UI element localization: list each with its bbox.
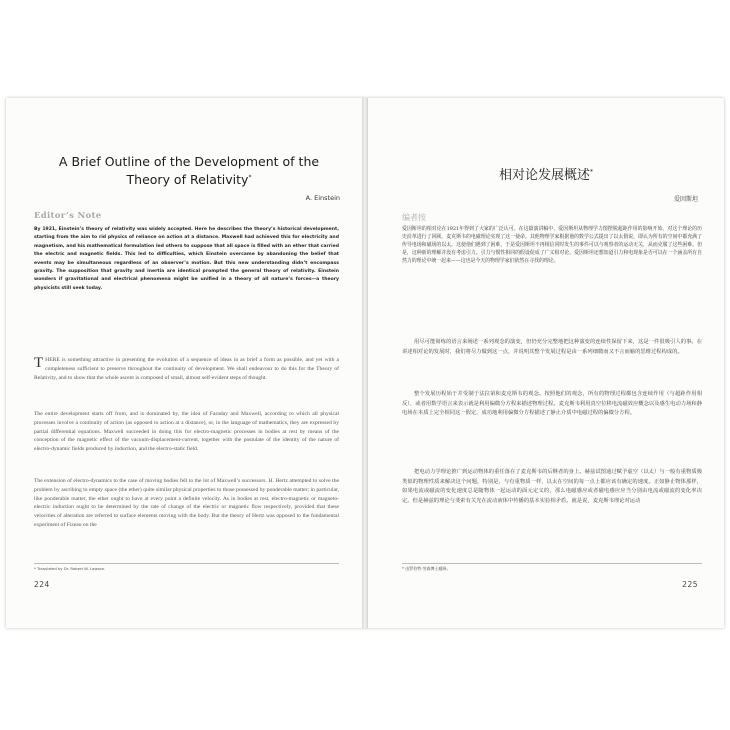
body-paragraph-1: THERE is something attractive in presenting the evolution of a sequence of ideas in as brief a form as possible, and yet with a completeness sufficient to preserve throughout the continuity of development. We shall endeavour to do this for the Theory of Relativity, and to show that the whole ascent is composed of small, almost self-evident steps of thought. bbox=[34, 355, 339, 381]
editor-note-heading: Editor’s Note bbox=[34, 211, 102, 221]
body-paragraph-zh-2: 整个发展历程始于并受制于法拉第和麦克斯韦的观念。按照他们的观念，所有的物理过程都包含连续作用（与超距作用相反），或者用数学语言来表示就是利用偏微分方程来描述物理过程。麦克斯韦利用真空位移电流磁效应概念以及感生电动力场和静电场在本质上完全相同这一假定，成功地利用偏微分方程描述了静止介质中电磁过程的偏微分方程。 bbox=[402, 391, 702, 417]
drop-cap: T bbox=[34, 355, 44, 371]
page-title: A Brief Outline of the Development of the Theory of Relativity* bbox=[58, 154, 320, 188]
left-page bbox=[6, 98, 362, 628]
page-number-zh: 225 bbox=[682, 580, 698, 589]
title-footnote-mark: * bbox=[248, 174, 252, 181]
editor-note-text-zh: 爱因斯坦的相对论在1921年得到了大家的广泛认可。在这篇演讲稿中，爱因斯坦从物理学力图摆脱超距作用的影响开始，对这个理论的历史沿革进行了回顾。麦克斯韦的电磁理论实现了这一使命。其他物理学家根据他的数学公式提出了以太假说，即认为所有的空间中都充满了传导电场和磁场的以太。这使他们遇到了困难，于是爱因斯坦不再相信同时发生的事件可以与观察者的运动无关，从而克服了这些困难。但是，这种新的理解并没有考虑引力。引力与惯性相同的假设促成了广义相对论。爱因斯坦还想知道引力和电现象是否可以在一个涵盖所有自然力的理论中统一起来——这也是今天的物理学家们依然在寻找的理论。 bbox=[402, 226, 702, 264]
author-name-zh: 爱因斯坦 bbox=[673, 196, 698, 203]
footnote-zh: * 由罗伯特·劳森博士翻译。 bbox=[402, 563, 702, 572]
title-footnote-mark-zh: * bbox=[590, 168, 593, 176]
editor-note-text: By 1921, Einstein’s theory of relativity was widely accepted. Here he describes the theory’s historical development, starting from the aim to rid physics of reliance on action at a distance. Maxwell had achieved this for electricity and magnetism, and his mathematical formulation led others to suppose that all space is filled with an ether that carried the electric and magnetic fields. This led to difficulties, which Einstein overcame by abandoning the belief that events may be simultaneous regardless of an observer’s motion. But this new understanding didn’t encompass gravity. The supposition that gravity and inertia are identical prompted the general theory of relativity. Einstein wonders if gravitational and electrical phenomena might be unified in a theory of all nature’s forces—a theory physicists still seek today. bbox=[34, 227, 339, 291]
body-paragraph-3: The extension of electro-dynamics to the case of moving bodies fell to the lot of Maxwell’s successors. H. Hertz attempted to solve the problem by ascribing to empty space (the ether) quite similar physical properties to those possessed by ponderable matter; in particular, like ponderable matter, the ether ought to have at every point a definite velocity. As in bodies at rest, electro-magnetic or magneto-electric induction ought to be determined by the rate of change of the electric or magnetic flow respectively, provided that these velocities of alteration are referred to surface elements moving with the body. But the theory of Hertz was opposed to the fundamental experiment of Fizeau on the bbox=[34, 478, 339, 528]
open-book bbox=[6, 98, 724, 628]
page-number: 224 bbox=[34, 580, 50, 589]
author-name: A. Einstein bbox=[305, 194, 340, 202]
right-page bbox=[368, 98, 724, 628]
editor-note-heading-zh: 编者按 bbox=[402, 213, 426, 222]
body-paragraph-zh-3: 把电动力学理论推广到运动物体的重任落在了麦克斯韦的后继者的身上。赫兹试图通过赋予虚空（以太）与一般有重物质极类似的物理性质来解决这个问题，特别是，与有重物质一样，以太在空间的每一点上都应该有确定的速度。正如静止物体那样，如果电流或磁流的变化速度总是随物体一起运动的面元定义的，那么电磁感应或者磁电感应应当分别由电流或磁流的变化率决定。但是赫兹的理论与斐索有关光在流动液体中传播的基本实验相矛盾。就是说，麦克斯韦理论对运动 bbox=[402, 469, 702, 504]
body-paragraph-zh-1: 用尽可能简练的语言来阐述一系列观念的演变，但仍充分完整地把这种演变的连续性保留下来，这是一件很吸引人的事。在讲述相对论的发展时，我们将尽力做到这一点，并说明其整个发展过程是由一系列细微而又不言而喻的思维过程构成的。 bbox=[402, 339, 702, 355]
page-title-zh: 相对论发展概述* bbox=[498, 168, 593, 183]
body-paragraph-2: The entire development starts off from, and is dominated by, the idea of Faraday and Maxwell, according to which all physical processes involve a continuity of action (as opposed to action at a distance), or, in the language of mathematics, they are expressed by partial differential equations. Maxwell succeeded in doing this for electro-magnetic processes in bodies at rest by means of the conception of the magnetic effect of the vacuum-displacement-current, together with the postulate of the identity of the nature of electro-dynamic fields produced by induction, and the electro-static field. bbox=[34, 411, 339, 453]
footnote: * Translated by Dr. Robert W. Lawson. bbox=[34, 563, 339, 571]
